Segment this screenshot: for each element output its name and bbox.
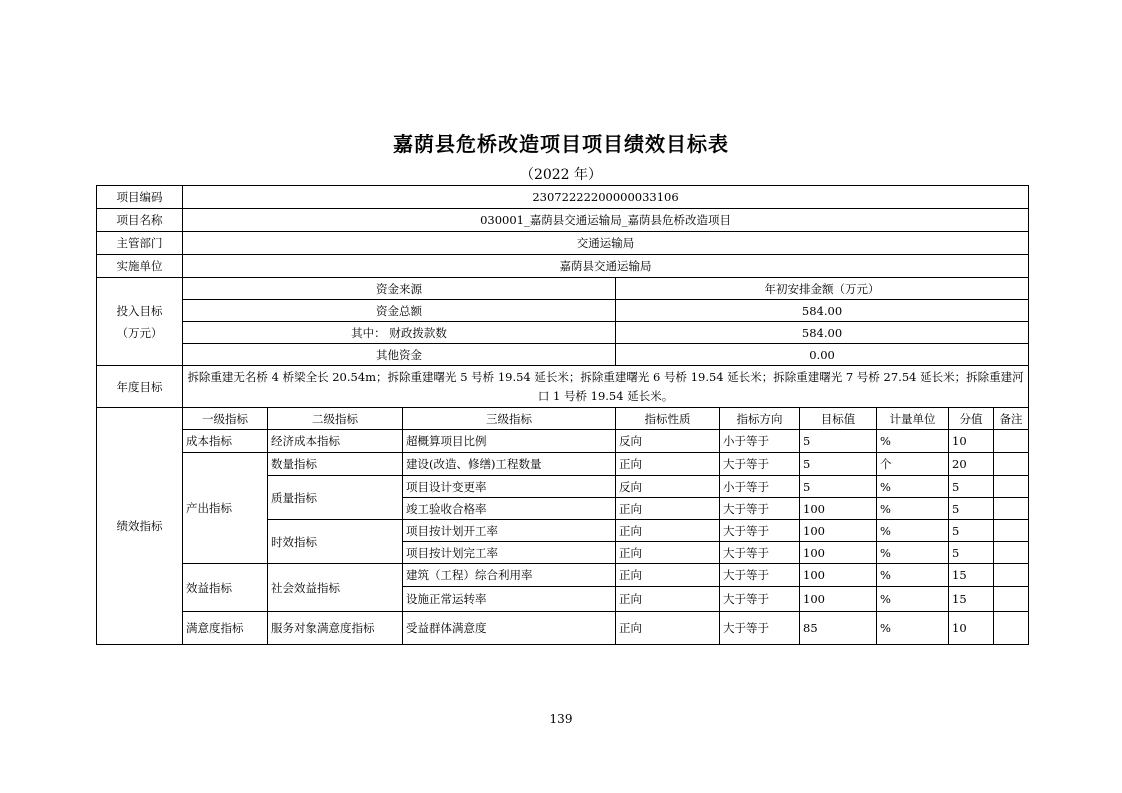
- unit-cell: %: [877, 498, 949, 520]
- level3-cell: 项目设计变更率: [403, 476, 616, 498]
- level3-cell: 建筑（工程）综合利用率: [403, 564, 616, 587]
- table-row: [97, 255, 1029, 278]
- header-note: 备注: [994, 408, 1029, 430]
- performance-label: 绩效指标: [97, 408, 183, 645]
- target-cell: 5: [800, 453, 877, 476]
- level1-cell: 产出指标: [183, 453, 268, 564]
- level3-cell: 受益群体满意度: [403, 612, 616, 645]
- funding-label: [97, 278, 183, 366]
- direction-cell: 大于等于: [720, 520, 800, 542]
- table-row: [97, 612, 1029, 645]
- funding-label-line2: （万元）: [116, 325, 163, 340]
- header-target: 目标值: [800, 408, 877, 430]
- score-cell: 15: [949, 564, 994, 587]
- page-title: 嘉荫县危桥改造项目项目绩效目标表: [393, 132, 729, 156]
- note-cell: [994, 564, 1029, 587]
- level3-cell: 竣工验收合格率: [403, 498, 616, 520]
- note-cell: [994, 520, 1029, 542]
- target-cell: 100: [800, 498, 877, 520]
- table-row: [97, 564, 1029, 587]
- table-row: [97, 300, 1029, 322]
- unit-cell: %: [877, 587, 949, 612]
- score-cell: 5: [949, 498, 994, 520]
- target-cell: 85: [800, 612, 877, 645]
- unit-cell: %: [877, 476, 949, 498]
- header-level2: 二级指标: [268, 408, 403, 430]
- note-cell: [994, 498, 1029, 520]
- funding-row-name: 资金总额: [183, 300, 616, 322]
- target-cell: 5: [800, 476, 877, 498]
- direction-cell: 大于等于: [720, 453, 800, 476]
- table-row: [97, 209, 1029, 232]
- direction-cell: 大于等于: [720, 498, 800, 520]
- dept-value: 交通运输局: [183, 232, 1029, 255]
- header-direction: 指标方向: [720, 408, 800, 430]
- impl-unit-label: 实施单位: [97, 255, 183, 278]
- annual-target-label: 年度目标: [97, 366, 183, 408]
- nature-cell: 正向: [616, 520, 720, 542]
- header-unit: 计量单位: [877, 408, 949, 430]
- target-cell: 5: [800, 430, 877, 453]
- level3-cell: 设施正常运转率: [403, 587, 616, 612]
- score-cell: 15: [949, 587, 994, 612]
- nature-cell: 正向: [616, 612, 720, 645]
- funding-source-header: 资金来源: [183, 278, 616, 300]
- score-cell: 10: [949, 612, 994, 645]
- nature-cell: 反向: [616, 430, 720, 453]
- table-row: [97, 366, 1029, 408]
- nature-cell: 正向: [616, 498, 720, 520]
- target-cell: 100: [800, 564, 877, 587]
- note-cell: [994, 612, 1029, 645]
- score-cell: 5: [949, 542, 994, 564]
- funding-row-amount: 584.00: [616, 300, 1029, 322]
- target-cell: 100: [800, 520, 877, 542]
- note-cell: [994, 542, 1029, 564]
- level2-cell: 社会效益指标: [268, 564, 403, 612]
- level3-cell: 项目按计划完工率: [403, 542, 616, 564]
- level1-cell: 满意度指标: [183, 612, 268, 645]
- level3-cell: 项目按计划开工率: [403, 520, 616, 542]
- funding-row-amount: 584.00: [616, 322, 1029, 344]
- direction-cell: 大于等于: [720, 587, 800, 612]
- table-row: [97, 430, 1029, 453]
- target-cell: 100: [800, 542, 877, 564]
- table-row: [97, 322, 1029, 344]
- project-code-label: 项目编码: [97, 186, 183, 209]
- level1-cell: 成本指标: [183, 430, 268, 453]
- direction-cell: 大于等于: [720, 542, 800, 564]
- header-nature: 指标性质: [616, 408, 720, 430]
- note-cell: [994, 453, 1029, 476]
- page-number: 139: [549, 712, 573, 726]
- funding-row-amount: 0.00: [616, 344, 1029, 366]
- funding-row-name: 其中： 财政拨款数: [183, 322, 616, 344]
- unit-cell: %: [877, 430, 949, 453]
- direction-cell: 小于等于: [720, 476, 800, 498]
- unit-cell: %: [877, 564, 949, 587]
- funding-amount-header: 年初安排金额（万元）: [616, 278, 1029, 300]
- note-cell: [994, 430, 1029, 453]
- project-name-value: 030001_嘉荫县交通运输局_嘉荫县危桥改造项目: [183, 209, 1029, 232]
- level3-cell: 超概算项目比例: [403, 430, 616, 453]
- table-row: [97, 278, 1029, 300]
- nature-cell: 正向: [616, 453, 720, 476]
- nature-cell: 正向: [616, 587, 720, 612]
- performance-target-table: [96, 185, 1029, 645]
- page-subtitle: （2022 年）: [519, 167, 603, 183]
- score-cell: 5: [949, 476, 994, 498]
- nature-cell: 正向: [616, 564, 720, 587]
- header-score: 分值: [949, 408, 994, 430]
- score-cell: 5: [949, 520, 994, 542]
- header-level3: 三级指标: [403, 408, 616, 430]
- direction-cell: 大于等于: [720, 612, 800, 645]
- annual-target-text: 拆除重建无名桥 4 桥梁全长 20.54m；拆除重建曙光 5 号桥 19.54 延长米；拆除重建曙光 6 号桥 19.54 延长米；拆除重建曙光 7 号桥 27.54 延长米；拆除重建河口 1 号桥 19.54 延长米。: [183, 366, 1029, 408]
- direction-cell: 大于等于: [720, 564, 800, 587]
- table-row: [97, 408, 1029, 430]
- level1-cell: 效益指标: [183, 564, 268, 612]
- unit-cell: %: [877, 542, 949, 564]
- score-cell: 20: [949, 453, 994, 476]
- table-row: [97, 344, 1029, 366]
- score-cell: 10: [949, 430, 994, 453]
- level2-cell: 数量指标: [268, 453, 403, 476]
- impl-unit-value: 嘉荫县交通运输局: [183, 255, 1029, 278]
- table-row: [97, 453, 1029, 476]
- target-cell: 100: [800, 587, 877, 612]
- note-cell: [994, 587, 1029, 612]
- dept-label: 主管部门: [97, 232, 183, 255]
- table-row: [97, 232, 1029, 255]
- level3-cell: 建设(改造、修缮)工程数量: [403, 453, 616, 476]
- nature-cell: 反向: [616, 476, 720, 498]
- note-cell: [994, 476, 1029, 498]
- level2-cell: 质量指标: [268, 476, 403, 520]
- project-code-value: 23072222200000033106: [183, 186, 1029, 209]
- header-level1: 一级指标: [183, 408, 268, 430]
- nature-cell: 正向: [616, 542, 720, 564]
- level2-cell: 服务对象满意度指标: [268, 612, 403, 645]
- unit-cell: 个: [877, 453, 949, 476]
- funding-row-name: 其他资金: [183, 344, 616, 366]
- funding-label-line1: 投入目标: [116, 303, 163, 318]
- level2-cell: 经济成本指标: [268, 430, 403, 453]
- unit-cell: %: [877, 612, 949, 645]
- project-name-label: 项目名称: [97, 209, 183, 232]
- direction-cell: 小于等于: [720, 430, 800, 453]
- unit-cell: %: [877, 520, 949, 542]
- level2-cell: 时效指标: [268, 520, 403, 564]
- table-row: [97, 186, 1029, 209]
